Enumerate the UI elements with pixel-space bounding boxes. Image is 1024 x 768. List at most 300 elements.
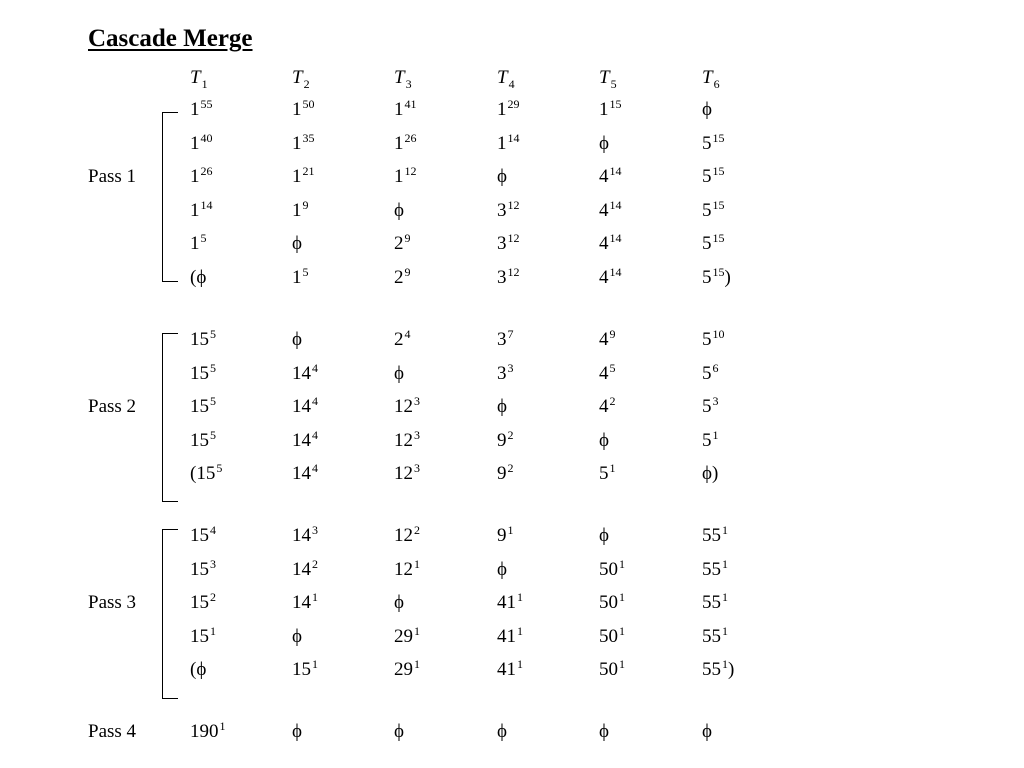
cell-base: 1 [292, 267, 302, 288]
cell-base: 1 [292, 132, 302, 154]
table-cell [190, 130, 213, 154]
cell-exponent: 40 [200, 130, 213, 145]
table-cell [190, 394, 216, 418]
cell-base: 4 [599, 233, 609, 255]
cell-base: 2 [394, 233, 404, 255]
table-cell [292, 130, 315, 154]
cell-base: (ϕ [190, 267, 207, 288]
column-header-letter: T [702, 67, 713, 88]
cell-base: 1 [292, 199, 302, 221]
cell-exponent: 2 [507, 427, 514, 442]
cell-exponent: 9 [404, 231, 411, 246]
cell-exponent: 1 [722, 523, 728, 537]
cell-exponent: 12 [507, 231, 520, 246]
table-cell [599, 197, 622, 221]
cell-base: 1 [190, 99, 200, 120]
table-cell [702, 623, 728, 647]
cell-base: 12 [394, 429, 413, 451]
cell-base: 1 [394, 166, 404, 188]
table-cell [394, 657, 420, 681]
cell-exponent: 26 [200, 164, 213, 179]
pass-label: Pass 1 [88, 166, 137, 188]
table-cell [702, 657, 735, 681]
cell-exponent: 2 [507, 461, 514, 476]
column-header-letter: T [599, 67, 610, 88]
table-cell [702, 590, 728, 614]
cell-exponent: 3 [210, 556, 216, 571]
cell-exponent: 4 [210, 523, 216, 537]
table-cell [394, 623, 420, 647]
table-cell [497, 197, 520, 221]
column-header-t2 [292, 67, 310, 91]
table-cell [394, 556, 420, 580]
cell-base: 15 [190, 329, 209, 350]
table-cell [497, 461, 514, 485]
table-cell [394, 461, 420, 485]
table-cell [599, 556, 625, 580]
cell-base: ϕ [292, 329, 303, 350]
cell-exponent: 4 [312, 394, 318, 409]
table-cell [497, 167, 507, 186]
cell-base: 1 [190, 166, 200, 188]
cell-exponent: 1 [722, 590, 728, 605]
cell-exponent: 4 [312, 427, 318, 442]
table-cell [599, 265, 622, 288]
cell-base: 4 [599, 267, 609, 288]
cell-base: 41 [497, 625, 516, 647]
cell-exponent: 5 [302, 265, 309, 279]
cell-base: ϕ [292, 625, 303, 647]
table-cell [394, 523, 420, 546]
column-header-t5 [599, 67, 617, 91]
pass-label: Pass 2 [88, 396, 137, 418]
table-cell [394, 164, 417, 188]
table-cell [190, 719, 226, 742]
cell-exponent: 1 [414, 556, 420, 571]
cell-base: 9 [497, 525, 507, 546]
cell-base: 4 [599, 199, 609, 221]
cell-base: ϕ [599, 132, 610, 154]
cell-exponent: 1 [619, 657, 625, 672]
cell-base: 5 [702, 199, 712, 221]
cell-base: ϕ) [702, 463, 719, 485]
cell-exponent: 1 [722, 657, 728, 672]
cell-base: 29 [394, 659, 413, 681]
cell-exponent: 5 [609, 360, 616, 375]
cell-base: 12 [394, 525, 413, 546]
table-cell [702, 360, 719, 384]
cell-exponent: 1 [219, 719, 226, 733]
cell-base: 3 [497, 362, 507, 384]
cell-base: 14 [292, 362, 311, 384]
table-cell [497, 523, 514, 546]
cell-exponent: 5 [210, 327, 216, 341]
cell-base: 5 [702, 166, 712, 188]
cell-exponent: 29 [507, 97, 520, 111]
cell-exponent: 1 [712, 427, 719, 442]
table-cell [292, 657, 318, 681]
pass-bracket [162, 333, 178, 502]
cell-base: 41 [497, 659, 516, 681]
table-cell [497, 427, 514, 451]
cell-base: ϕ [497, 166, 508, 188]
column-header-subscript: 4 [508, 77, 515, 91]
cell-base: ϕ [394, 362, 405, 384]
cell-base: 14 [292, 558, 311, 580]
table-cell [497, 657, 523, 681]
cell-base: 1 [292, 99, 302, 120]
table-cell [292, 265, 309, 288]
cell-base: 1 [599, 99, 609, 120]
cell-exponent: 12 [507, 197, 520, 212]
table-cell [292, 164, 315, 188]
table-cell [292, 556, 318, 580]
table-cell [599, 657, 625, 681]
cell-exponent: 15 [712, 130, 725, 145]
cell-exponent: 1 [619, 590, 625, 605]
table-cell [497, 722, 507, 741]
cell-base: 15 [190, 558, 209, 580]
cell-base: 55 [702, 592, 721, 614]
cell-base: 1 [497, 99, 507, 120]
cell-exponent: 1 [619, 556, 625, 571]
cell-base: ϕ [394, 199, 405, 221]
cell-base: 50 [599, 659, 618, 681]
column-header-t3 [394, 67, 412, 91]
cell-base: 5 [702, 267, 712, 288]
cell-base: ϕ [599, 721, 610, 742]
cell-base: 9 [497, 463, 507, 485]
cell-exponent: 1 [517, 623, 523, 638]
table-cell [702, 394, 719, 418]
cell-exponent: 2 [312, 556, 318, 571]
table-cell [394, 722, 404, 741]
table-cell [702, 197, 725, 221]
table-cell [599, 134, 609, 153]
cell-base: 15 [190, 592, 209, 614]
pass-label: Pass 3 [88, 592, 137, 614]
cell-base: 3 [497, 199, 507, 221]
table-cell [702, 130, 725, 154]
cell-exponent: 50 [302, 97, 315, 111]
cell-base: 1 [292, 166, 302, 188]
table-cell [599, 623, 625, 647]
cell-base: 12 [394, 396, 413, 418]
cell-exponent: 9 [404, 265, 411, 279]
cell-exponent: 1 [517, 657, 523, 672]
table-cell [394, 593, 404, 612]
slide-title: Cascade Merge [88, 25, 253, 52]
cell-base: 15 [292, 659, 311, 681]
cell-base: 1 [190, 233, 200, 255]
cell-exponent: 1 [210, 623, 216, 638]
table-cell [394, 364, 404, 383]
cell-base: 4 [599, 329, 609, 350]
table-cell [292, 394, 318, 418]
cell-exponent: 2 [210, 590, 216, 605]
cell-suffix: ) [728, 659, 735, 681]
table-cell [190, 590, 216, 614]
table-cell [599, 164, 622, 188]
table-cell [394, 394, 420, 418]
cell-exponent: 2 [414, 523, 420, 537]
table-cell [394, 327, 411, 350]
cell-base: 14 [292, 592, 311, 614]
column-header-subscript: 6 [713, 77, 720, 91]
column-header-t1 [190, 67, 208, 91]
cell-base: ϕ [292, 721, 303, 742]
cell-base: 4 [599, 396, 609, 418]
cell-exponent: 41 [404, 97, 417, 111]
cell-base: 5 [599, 463, 609, 485]
cell-exponent: 3 [507, 360, 514, 375]
table-cell [292, 330, 302, 349]
cell-base: 5 [702, 396, 712, 418]
table-cell [497, 265, 520, 288]
table-cell [190, 623, 216, 647]
cell-base: ϕ [394, 721, 405, 742]
cell-base: 29 [394, 625, 413, 647]
pass-bracket [162, 529, 178, 699]
column-header-letter: T [292, 67, 303, 88]
cell-exponent: 5 [210, 427, 216, 442]
cell-exponent: 4 [404, 327, 411, 341]
cell-base: 2 [394, 329, 404, 350]
table-cell [190, 231, 207, 255]
cell-base: ϕ [497, 558, 508, 580]
table-cell [394, 97, 417, 120]
table-cell [599, 231, 622, 255]
cell-exponent: 1 [609, 461, 616, 476]
table-cell [292, 627, 302, 646]
column-header-letter: T [190, 67, 201, 88]
cell-base: 5 [702, 329, 712, 350]
table-cell [292, 197, 309, 221]
cell-base: 190 [190, 721, 219, 742]
cell-base: 55 [702, 525, 721, 546]
cell-base: 1 [394, 132, 404, 154]
cell-base: 50 [599, 625, 618, 647]
pass-bracket [162, 112, 178, 282]
table-cell [702, 523, 728, 546]
table-cell [599, 97, 622, 120]
table-cell [190, 427, 216, 451]
cell-exponent: 1 [414, 657, 420, 672]
cell-exponent: 1 [312, 657, 318, 672]
table-cell [190, 268, 206, 287]
cell-base: 14 [292, 396, 311, 418]
table-cell [599, 590, 625, 614]
cell-exponent: 14 [200, 197, 213, 212]
table-cell [190, 556, 216, 580]
cell-base: ϕ [599, 525, 610, 546]
table-cell [292, 523, 318, 546]
table-cell [190, 461, 223, 485]
cell-base: 12 [394, 463, 413, 485]
cell-exponent: 3 [712, 394, 719, 409]
cell-exponent: 14 [609, 197, 622, 212]
cell-exponent: 35 [302, 130, 315, 145]
table-cell [497, 97, 520, 120]
column-header-subscript: 1 [201, 77, 208, 91]
cell-base: 4 [599, 362, 609, 384]
table-cell [702, 722, 712, 741]
cell-base: 55 [702, 558, 721, 580]
table-cell [394, 427, 420, 451]
table-cell [702, 231, 725, 255]
cell-exponent: 15 [712, 164, 725, 179]
cell-exponent: 4 [312, 360, 318, 375]
table-cell [292, 722, 302, 741]
table-cell [292, 234, 302, 253]
cell-base: 3 [497, 267, 507, 288]
cell-base: 4 [599, 166, 609, 188]
cell-base: ϕ [702, 721, 713, 742]
cell-suffix: ) [724, 267, 731, 288]
cell-exponent: 3 [414, 394, 420, 409]
cell-base: 3 [497, 233, 507, 255]
table-cell [599, 722, 609, 741]
cell-base: 50 [599, 592, 618, 614]
cell-base: 5 [702, 132, 712, 154]
cell-exponent: 10 [712, 327, 725, 341]
cell-exponent: 5 [210, 394, 216, 409]
table-cell [394, 201, 404, 220]
cell-exponent: 1 [414, 623, 420, 638]
cell-base: 5 [702, 362, 712, 384]
table-cell [702, 265, 731, 288]
cell-base: 55 [702, 625, 721, 647]
cell-base: 3 [497, 329, 507, 350]
table-cell [497, 623, 523, 647]
cell-base: 15 [190, 525, 209, 546]
cell-base: ϕ [292, 233, 303, 255]
cell-base: 9 [497, 429, 507, 451]
table-cell [497, 231, 520, 255]
table-cell [190, 164, 213, 188]
cell-base: 12 [394, 558, 413, 580]
column-header-subscript: 3 [405, 77, 412, 91]
table-cell [292, 360, 318, 384]
cell-base: ϕ [702, 99, 713, 120]
table-cell [190, 97, 213, 120]
cell-base: 5 [702, 233, 712, 255]
table-cell [497, 397, 507, 416]
table-cell [394, 130, 417, 154]
cell-exponent: 15 [609, 97, 622, 111]
column-header-t6 [702, 67, 720, 91]
cell-exponent: 3 [414, 461, 420, 476]
table-cell [292, 590, 318, 614]
column-header-letter: T [497, 67, 508, 88]
table-cell [497, 327, 514, 350]
cell-base: 50 [599, 558, 618, 580]
cell-exponent: 14 [609, 164, 622, 179]
table-cell [190, 197, 213, 221]
cell-base: ϕ [394, 592, 405, 614]
table-cell [702, 100, 712, 119]
cell-exponent: 21 [302, 164, 315, 179]
table-cell [702, 556, 728, 580]
cell-exponent: 1 [507, 523, 514, 537]
cell-exponent: 14 [609, 231, 622, 246]
table-cell [190, 523, 216, 546]
cell-base: ϕ [497, 721, 508, 742]
cell-base: 1 [394, 99, 404, 120]
cell-exponent: 5 [216, 461, 223, 476]
table-cell [497, 360, 514, 384]
column-header-subscript: 5 [610, 77, 617, 91]
cell-base: 14 [292, 463, 311, 485]
cell-base: (15 [190, 463, 216, 485]
table-cell [292, 461, 318, 485]
cell-exponent: 5 [200, 231, 207, 246]
cell-base: 14 [292, 525, 311, 546]
cell-base: 41 [497, 592, 516, 614]
table-cell [190, 660, 206, 679]
cell-base: (ϕ [190, 659, 207, 681]
cell-exponent: 1 [517, 590, 523, 605]
cell-exponent: 3 [312, 523, 318, 537]
cell-base: 14 [292, 429, 311, 451]
column-header-t4 [497, 67, 515, 91]
table-cell [702, 427, 719, 451]
cell-exponent: 1 [619, 623, 625, 638]
cell-exponent: 6 [712, 360, 719, 375]
cell-exponent: 12 [404, 164, 417, 179]
cell-base: 15 [190, 396, 209, 418]
table-cell [599, 327, 616, 350]
table-cell [394, 231, 411, 255]
cell-base: 1 [190, 132, 200, 154]
table-cell [599, 431, 609, 450]
column-header-subscript: 2 [303, 77, 310, 91]
table-cell [702, 464, 718, 483]
table-cell [599, 394, 616, 418]
cell-exponent: 1 [722, 556, 728, 571]
cell-base: 15 [190, 429, 209, 451]
cell-exponent: 14 [507, 130, 520, 145]
cell-exponent: 2 [609, 394, 616, 409]
table-cell [599, 461, 616, 485]
cell-base: 15 [190, 362, 209, 384]
cell-base: ϕ [497, 396, 508, 418]
cell-exponent: 14 [609, 265, 622, 279]
table-cell [394, 265, 411, 288]
cell-base: ϕ [599, 429, 610, 451]
cell-exponent: 15 [712, 197, 725, 212]
cell-exponent: 15 [712, 265, 725, 279]
cell-exponent: 12 [507, 265, 520, 279]
cell-base: 15 [190, 625, 209, 647]
table-cell [497, 130, 520, 154]
cell-exponent: 55 [200, 97, 213, 111]
table-cell [702, 164, 725, 188]
cell-base: 1 [190, 199, 200, 221]
table-cell [292, 427, 318, 451]
cell-base: 55 [702, 659, 721, 681]
cell-exponent: 9 [302, 197, 309, 212]
pass-label: Pass 4 [88, 721, 137, 742]
table-cell [190, 360, 216, 384]
cell-exponent: 7 [507, 327, 514, 341]
cell-exponent: 3 [414, 427, 420, 442]
cell-base: 5 [702, 429, 712, 451]
table-cell [599, 360, 616, 384]
cell-exponent: 1 [722, 623, 728, 638]
table-cell [190, 327, 216, 350]
cell-base: 2 [394, 267, 404, 288]
